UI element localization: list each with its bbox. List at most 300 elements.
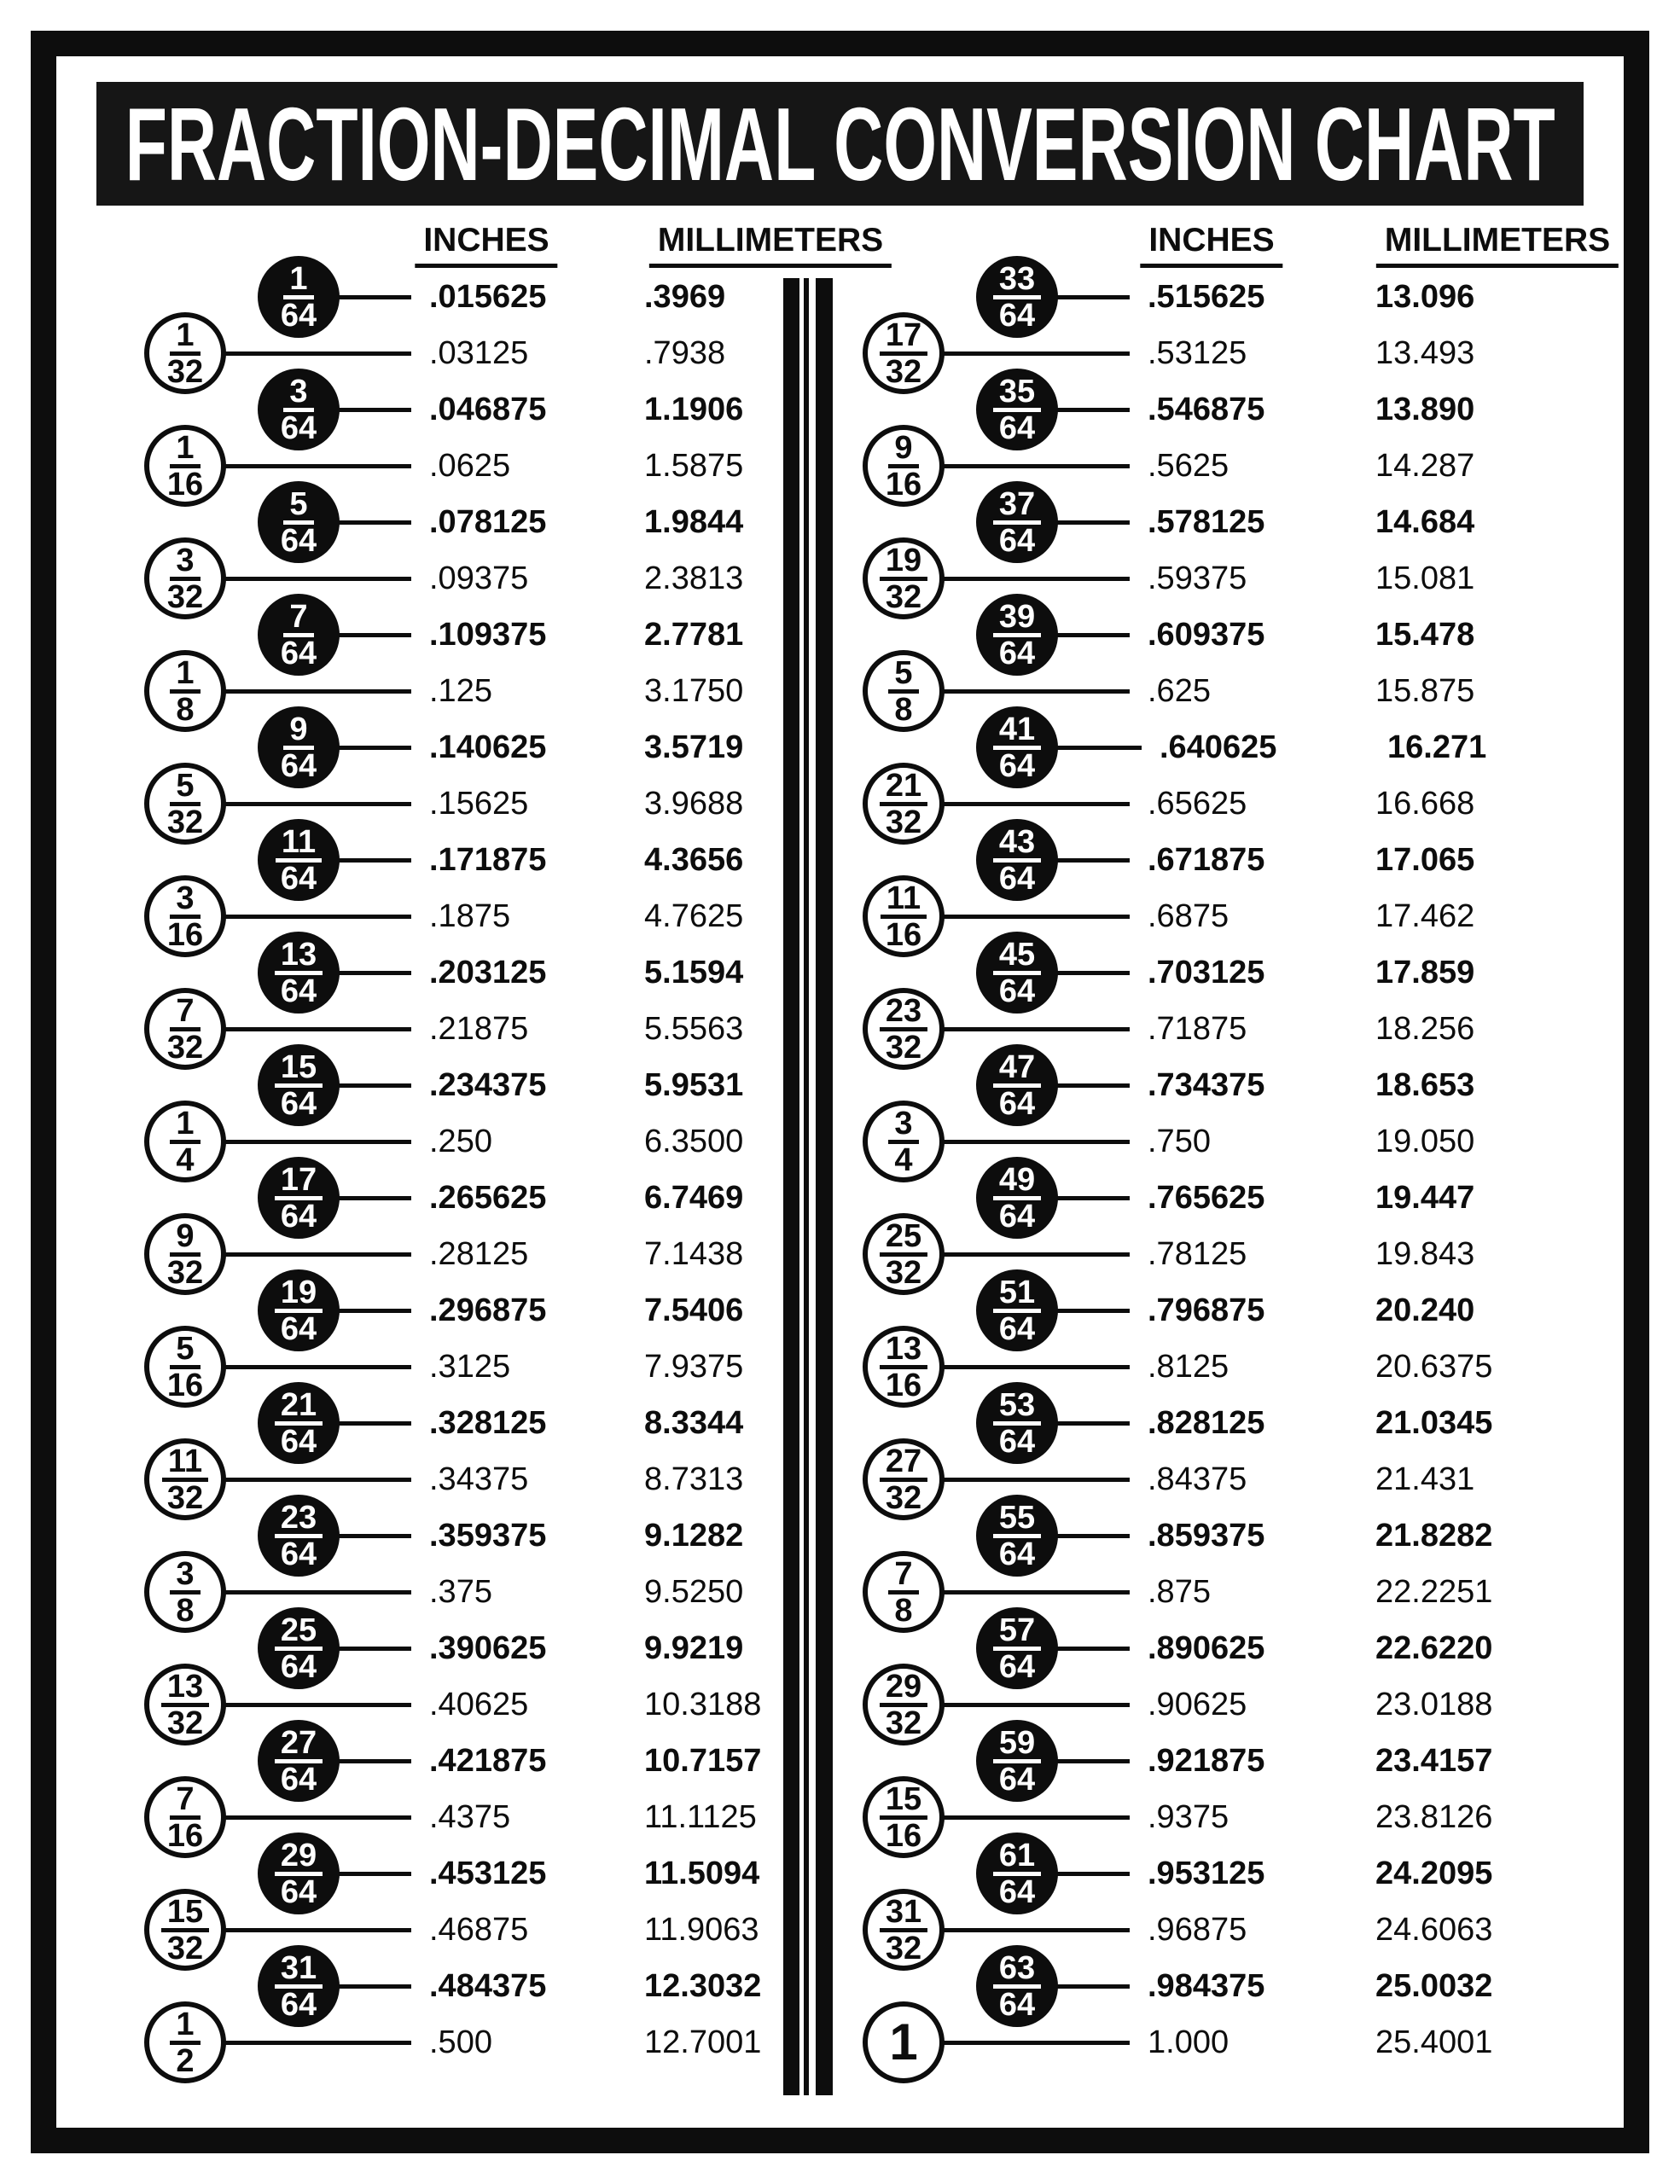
fraction-numerator: 43	[993, 828, 1041, 863]
fraction-numerator: 3	[170, 885, 200, 919]
inches-value: .40625	[429, 1687, 529, 1722]
fraction-badge	[258, 1607, 340, 1689]
connector-line	[1053, 746, 1142, 750]
fraction-numerator: 9	[888, 434, 918, 468]
connector-line	[939, 1252, 1130, 1257]
conversion-row	[718, 1386, 1657, 1460]
millimeters-value: 19.050	[1375, 1124, 1475, 1159]
connector-line	[939, 1703, 1130, 1707]
millimeters-value: 19.843	[1375, 1236, 1475, 1272]
inches-value: .125	[429, 673, 492, 709]
inches-value: .46875	[429, 1912, 529, 1948]
fraction-numerator: 5	[170, 1335, 200, 1369]
fraction-numerator: 1	[283, 265, 313, 299]
fraction-denominator: 16	[885, 1817, 922, 1854]
fraction-denominator: 16	[166, 1817, 204, 1854]
inches-value: .71875	[1148, 1011, 1247, 1047]
fraction-denominator: 64	[998, 522, 1036, 559]
millimeters-value: 25.4001	[1375, 2024, 1493, 2060]
connector-line	[939, 1815, 1130, 1820]
inches-value: .953125	[1148, 1856, 1265, 1891]
connector-line	[334, 1647, 411, 1651]
fraction-badge	[258, 256, 340, 338]
fraction-numerator: 5	[888, 659, 918, 694]
fraction-badge	[863, 1776, 945, 1858]
fraction-denominator: 32	[166, 1254, 204, 1291]
fraction-badge	[863, 537, 945, 619]
fraction-badge	[976, 819, 1058, 901]
fraction-badge	[976, 594, 1058, 676]
title-banner	[96, 82, 1584, 206]
connector-line	[221, 689, 411, 694]
fraction-numerator: 55	[993, 1504, 1041, 1538]
fraction-badge	[976, 1945, 1058, 2027]
fraction-denominator: 64	[280, 1761, 317, 1798]
connector-line	[1053, 1759, 1130, 1763]
inches-value: .140625	[429, 729, 547, 765]
inches-header-right: INCHES	[1140, 224, 1282, 268]
connector-line	[221, 802, 411, 806]
fraction-numerator: 41	[993, 716, 1041, 750]
fraction-badge	[258, 369, 340, 450]
fraction-numerator: 35	[993, 378, 1041, 412]
inches-value: .9375	[1148, 1799, 1229, 1835]
inches-value: .203125	[429, 955, 547, 990]
inches-value: .625	[1148, 673, 1211, 709]
millimeters-value: 5.5563	[644, 1011, 744, 1047]
millimeters-value: 12.7001	[644, 2024, 762, 2060]
inches-value: .109375	[429, 617, 547, 653]
millimeters-value: 9.5250	[644, 1574, 744, 1610]
connector-line	[939, 1928, 1130, 1932]
fraction-badge	[976, 1720, 1058, 1802]
inches-value: .500	[429, 2024, 492, 2060]
connector-line	[221, 1928, 411, 1932]
millimeters-value: 5.1594	[644, 955, 744, 990]
millimeters-value: 18.653	[1375, 1067, 1475, 1103]
fraction-badge	[144, 763, 226, 845]
fraction-denominator: 64	[280, 410, 317, 446]
fraction-badge	[258, 1269, 340, 1351]
fraction-numerator: 13	[880, 1335, 927, 1369]
fraction-badge	[863, 1551, 945, 1633]
inches-value: .921875	[1148, 1743, 1265, 1779]
conversion-row	[718, 1668, 1657, 1741]
fraction-badge	[144, 1326, 226, 1408]
fraction-badge	[258, 481, 340, 563]
connector-line	[1053, 633, 1130, 637]
connector-line	[221, 1252, 411, 1257]
millimeters-value: 7.5406	[644, 1292, 744, 1328]
connector-line	[334, 1872, 411, 1876]
millimeters-value: 6.3500	[644, 1124, 744, 1159]
fraction-denominator: 64	[280, 1536, 317, 1572]
fraction-denominator: 32	[166, 804, 204, 840]
millimeters-value: 3.1750	[644, 673, 744, 709]
millimeters-value: 17.462	[1375, 898, 1475, 934]
millimeters-value: 17.065	[1375, 842, 1475, 878]
fraction-denominator: 32	[885, 578, 922, 615]
millimeters-value: 5.9531	[644, 1067, 744, 1103]
conversion-row	[718, 711, 1657, 784]
millimeters-value: 23.4157	[1375, 1743, 1493, 1779]
fraction-denominator: 16	[885, 466, 922, 502]
inches-value: .59375	[1148, 561, 1247, 596]
conversion-row	[718, 992, 1657, 1066]
fraction-badge	[144, 425, 226, 507]
millimeters-value: 23.8126	[1375, 1799, 1493, 1835]
conversion-row	[718, 1048, 1657, 1122]
fraction-denominator: 64	[280, 1648, 317, 1685]
connector-line	[334, 1083, 411, 1088]
millimeters-value: 4.3656	[644, 842, 744, 878]
connector-line	[1053, 520, 1130, 525]
millimeters-value: 2.7781	[644, 617, 744, 653]
fraction-denominator: 64	[280, 1423, 317, 1460]
connector-line	[939, 1365, 1130, 1369]
inches-value: .65625	[1148, 786, 1247, 822]
fraction-badge	[144, 1551, 226, 1633]
fraction-denominator: 32	[885, 804, 922, 840]
connector-line	[1053, 1083, 1130, 1088]
conversion-row	[718, 936, 1657, 1009]
inches-value: .375	[429, 1574, 492, 1610]
conversion-row	[718, 1893, 1657, 1966]
fraction-badge	[144, 1889, 226, 1971]
fraction-badge	[976, 369, 1058, 450]
connector-line	[221, 1027, 411, 1031]
fraction-badge	[144, 1101, 226, 1182]
connector-line	[939, 689, 1130, 694]
fraction-numerator: 13	[161, 1673, 209, 1707]
fraction-numerator: 1	[170, 322, 200, 356]
fraction-numerator: 47	[993, 1054, 1041, 1088]
fraction-badge	[863, 763, 945, 845]
conversion-row	[718, 880, 1657, 953]
fraction-denominator: 32	[166, 1479, 204, 1516]
millimeters-value: 8.3344	[644, 1405, 744, 1441]
fraction-badge	[144, 650, 226, 732]
conversion-row	[718, 1724, 1657, 1798]
inches-value: .875	[1148, 1574, 1211, 1610]
inches-value: .0625	[429, 448, 511, 484]
fraction-numerator: 7	[170, 1786, 200, 1820]
fraction-denominator: 2	[176, 2042, 195, 2079]
millimeters-value: 12.3032	[644, 1968, 762, 2004]
conversion-row	[718, 654, 1657, 728]
fraction-denominator: 64	[280, 522, 317, 559]
fraction-numerator: 29	[275, 1842, 323, 1876]
fraction-badge	[258, 1945, 340, 2027]
millimeters-value: 11.5094	[644, 1856, 760, 1891]
fraction-denominator: 64	[998, 1873, 1036, 1910]
fraction-badge	[258, 1720, 340, 1802]
connector-line	[939, 802, 1130, 806]
fraction-badge	[863, 1889, 945, 1971]
fraction-badge	[144, 537, 226, 619]
fraction-numerator: 27	[880, 1448, 927, 1482]
connector-line	[939, 1478, 1130, 1482]
fraction-numerator: 1	[170, 2011, 200, 2045]
inches-value: .703125	[1148, 955, 1265, 990]
inches-value: .34375	[429, 1461, 529, 1497]
conversion-row	[718, 1105, 1657, 1178]
inches-value: .5625	[1148, 448, 1229, 484]
connector-line	[334, 295, 411, 299]
connector-line	[221, 351, 411, 356]
millimeters-value: 20.240	[1375, 1292, 1475, 1328]
fraction-numerator: 7	[888, 1560, 918, 1594]
inches-value: .3125	[429, 1349, 511, 1385]
fraction-denominator: 64	[280, 860, 317, 897]
millimeters-value: 3.5719	[644, 729, 744, 765]
connector-line	[334, 1421, 411, 1426]
connector-line	[1053, 971, 1130, 975]
millimeters-value: 10.3188	[644, 1687, 762, 1722]
fraction-denominator: 32	[166, 1705, 204, 1741]
millimeters-value: 13.096	[1375, 279, 1475, 315]
fraction-denominator: 16	[885, 1367, 922, 1403]
inches-value: .96875	[1148, 1912, 1247, 1948]
fraction-numerator: 3	[888, 1110, 918, 1144]
connector-line	[939, 1140, 1130, 1144]
millimeters-value: 20.6375	[1375, 1349, 1493, 1385]
fraction-numerator: 5	[170, 772, 200, 806]
fraction-badge	[258, 1157, 340, 1239]
fraction-numerator: 37	[993, 491, 1041, 525]
conversion-row	[718, 1780, 1657, 1854]
millimeters-value: 14.684	[1375, 504, 1475, 540]
fraction-numerator: 61	[993, 1842, 1041, 1876]
fraction-numerator: 25	[275, 1617, 323, 1651]
millimeters-value: 18.256	[1375, 1011, 1475, 1047]
inches-value: .8125	[1148, 1349, 1229, 1385]
fraction-numerator: 15	[880, 1786, 927, 1820]
fraction-numerator: 53	[993, 1391, 1041, 1426]
conversion-row	[718, 1161, 1657, 1234]
fraction-numerator: 51	[993, 1279, 1041, 1313]
connector-line	[939, 464, 1130, 468]
conversion-row	[718, 1274, 1657, 1347]
conversion-row	[718, 429, 1657, 502]
inches-value: .796875	[1148, 1292, 1265, 1328]
fraction-numerator: 63	[993, 1955, 1041, 1989]
connector-line	[939, 577, 1130, 581]
fraction-denominator: 32	[885, 1254, 922, 1291]
fraction-badge	[144, 1213, 226, 1295]
inches-value: 1.000	[1148, 2024, 1229, 2060]
fraction-numerator: 19	[275, 1279, 323, 1313]
connector-line	[334, 1196, 411, 1200]
fraction-numerator: 23	[275, 1504, 323, 1538]
fraction-numerator: 11	[162, 1448, 208, 1482]
fraction-denominator: 32	[885, 1930, 922, 1966]
fraction-numerator: 45	[993, 941, 1041, 975]
fraction-denominator: 32	[885, 1705, 922, 1741]
connector-line	[221, 1703, 411, 1707]
connector-line	[221, 464, 411, 468]
fraction-denominator: 64	[998, 1085, 1036, 1122]
fraction-denominator: 8	[894, 691, 913, 728]
inches-header-left: INCHES	[415, 224, 557, 268]
inches-value: .828125	[1148, 1405, 1265, 1441]
fraction-denominator: 8	[894, 1592, 913, 1629]
millimeters-value: 24.6063	[1375, 1912, 1493, 1948]
connector-line	[1053, 1872, 1130, 1876]
connector-line	[221, 1815, 411, 1820]
fraction-numerator: 11	[276, 828, 322, 863]
millimeters-value: 7.9375	[644, 1349, 744, 1385]
fraction-badge	[863, 312, 945, 394]
millimeters-value: 9.1282	[644, 1518, 744, 1554]
inches-value: .09375	[429, 561, 529, 596]
inches-value: .734375	[1148, 1067, 1265, 1103]
fraction-badge	[144, 1776, 226, 1858]
fraction-numerator: 27	[275, 1729, 323, 1763]
fraction-numerator: 29	[880, 1673, 927, 1707]
fraction-badge	[863, 1326, 945, 1408]
inches-value: .578125	[1148, 504, 1265, 540]
fraction-numerator: 17	[275, 1166, 323, 1200]
fraction-denominator: 64	[280, 1873, 317, 1910]
fraction-badge	[258, 932, 340, 1014]
connector-line	[1053, 1647, 1130, 1651]
millimeters-value: 8.7313	[644, 1461, 744, 1497]
connector-line	[939, 1590, 1130, 1594]
fraction-denominator: 4	[894, 1141, 913, 1178]
fraction-denominator: 32	[885, 353, 922, 390]
connector-line	[334, 1984, 411, 1989]
conversion-row	[718, 260, 1657, 334]
connector-line	[334, 520, 411, 525]
millimeters-value: 25.0032	[1375, 1968, 1493, 2004]
inches-value: .484375	[429, 1968, 547, 2004]
fraction-badge	[976, 706, 1058, 788]
conversion-row	[718, 1443, 1657, 1516]
fraction-denominator: 4	[176, 1141, 195, 1178]
fraction-denominator: 64	[998, 410, 1036, 446]
connector-line	[221, 1365, 411, 1369]
fraction-badge	[863, 1213, 945, 1295]
fraction-badge	[863, 1101, 945, 1182]
fraction-denominator: 32	[885, 1479, 922, 1516]
conversion-row	[718, 2014, 1657, 2071]
inches-value: .1875	[429, 898, 511, 934]
inches-value: .765625	[1148, 1180, 1265, 1216]
inches-value: .265625	[429, 1180, 547, 1216]
fraction-numerator: 31	[275, 1955, 323, 1989]
fraction-numerator: 9	[170, 1223, 200, 1257]
inches-value: .53125	[1148, 335, 1247, 371]
conversion-row	[718, 1949, 1657, 2023]
millimeters-value: 2.3813	[644, 561, 744, 596]
fraction-denominator: 64	[998, 1761, 1036, 1798]
fraction-badge	[976, 1269, 1058, 1351]
millimeters-value: 16.668	[1375, 786, 1475, 822]
millimeters-value: 15.478	[1375, 617, 1475, 653]
fraction-numerator: 1	[889, 2013, 918, 2071]
connector-line	[334, 746, 411, 750]
fraction-numerator: 11	[881, 885, 927, 919]
inches-value: .328125	[429, 1405, 547, 1441]
inches-value: .296875	[429, 1292, 547, 1328]
fraction-badge	[144, 1664, 226, 1745]
fraction-denominator: 8	[176, 691, 195, 728]
fraction-denominator: 64	[280, 1986, 317, 2023]
fraction-badge	[258, 1044, 340, 1126]
conversion-row	[718, 317, 1657, 390]
inches-value: .890625	[1148, 1630, 1265, 1666]
fraction-badge	[144, 312, 226, 394]
fraction-denominator: 64	[280, 973, 317, 1009]
fraction-numerator: 57	[993, 1617, 1041, 1651]
millimeters-value: 16.271	[1387, 729, 1487, 765]
page-title: FRACTION-DECIMAL CONVERSION CHART	[125, 85, 1555, 202]
inches-value: .15625	[429, 786, 529, 822]
fraction-denominator: 64	[280, 297, 317, 334]
fraction-badge	[863, 1664, 945, 1745]
connector-line	[1053, 408, 1130, 412]
connector-line	[221, 915, 411, 919]
fraction-denominator: 64	[280, 747, 317, 784]
millimeters-value: 24.2095	[1375, 1856, 1493, 1891]
fraction-numerator: 33	[993, 265, 1041, 299]
connector-line	[334, 1534, 411, 1538]
fraction-numerator: 1	[170, 1110, 200, 1144]
fraction-denominator: 32	[166, 1029, 204, 1066]
inches-value: .390625	[429, 1630, 547, 1666]
fraction-badge	[976, 1495, 1058, 1577]
fraction-badge	[258, 819, 340, 901]
inches-value: .6875	[1148, 898, 1229, 934]
millimeters-value: 11.9063	[644, 1912, 759, 1948]
conversion-row	[718, 1555, 1657, 1629]
millimeters-value: 19.447	[1375, 1180, 1475, 1216]
inches-value: .546875	[1148, 392, 1265, 427]
fraction-denominator: 64	[998, 1198, 1036, 1234]
inches-value: .046875	[429, 392, 547, 427]
fraction-badge	[144, 988, 226, 1070]
conversion-row	[718, 542, 1657, 615]
inches-value: .21875	[429, 1011, 529, 1047]
conversion-row	[718, 1612, 1657, 1685]
fraction-denominator: 16	[166, 916, 204, 953]
inches-value: .078125	[429, 504, 547, 540]
inches-value: .015625	[429, 279, 547, 315]
connector-line	[939, 1027, 1130, 1031]
fraction-numerator: 31	[880, 1898, 927, 1932]
millimeters-header-left: MILLIMETERS	[649, 224, 892, 268]
millimeters-value: 11.1125	[644, 1799, 757, 1835]
conversion-row	[718, 1217, 1657, 1291]
inches-value: .984375	[1148, 1968, 1265, 2004]
millimeters-value: 21.431	[1375, 1461, 1475, 1497]
inches-value: .515625	[1148, 279, 1265, 315]
connector-line	[221, 1590, 411, 1594]
fraction-denominator: 32	[885, 1029, 922, 1066]
fraction-numerator: 25	[880, 1223, 927, 1257]
connector-line	[221, 577, 411, 581]
fraction-denominator: 32	[166, 578, 204, 615]
fraction-numerator: 23	[880, 997, 927, 1031]
fraction-numerator: 9	[283, 716, 313, 750]
millimeters-value: 17.859	[1375, 955, 1475, 990]
fraction-denominator: 64	[998, 297, 1036, 334]
inches-value: .171875	[429, 842, 547, 878]
millimeters-value: 1.9844	[644, 504, 744, 540]
fraction-badge	[976, 1157, 1058, 1239]
fraction-denominator: 64	[998, 860, 1036, 897]
